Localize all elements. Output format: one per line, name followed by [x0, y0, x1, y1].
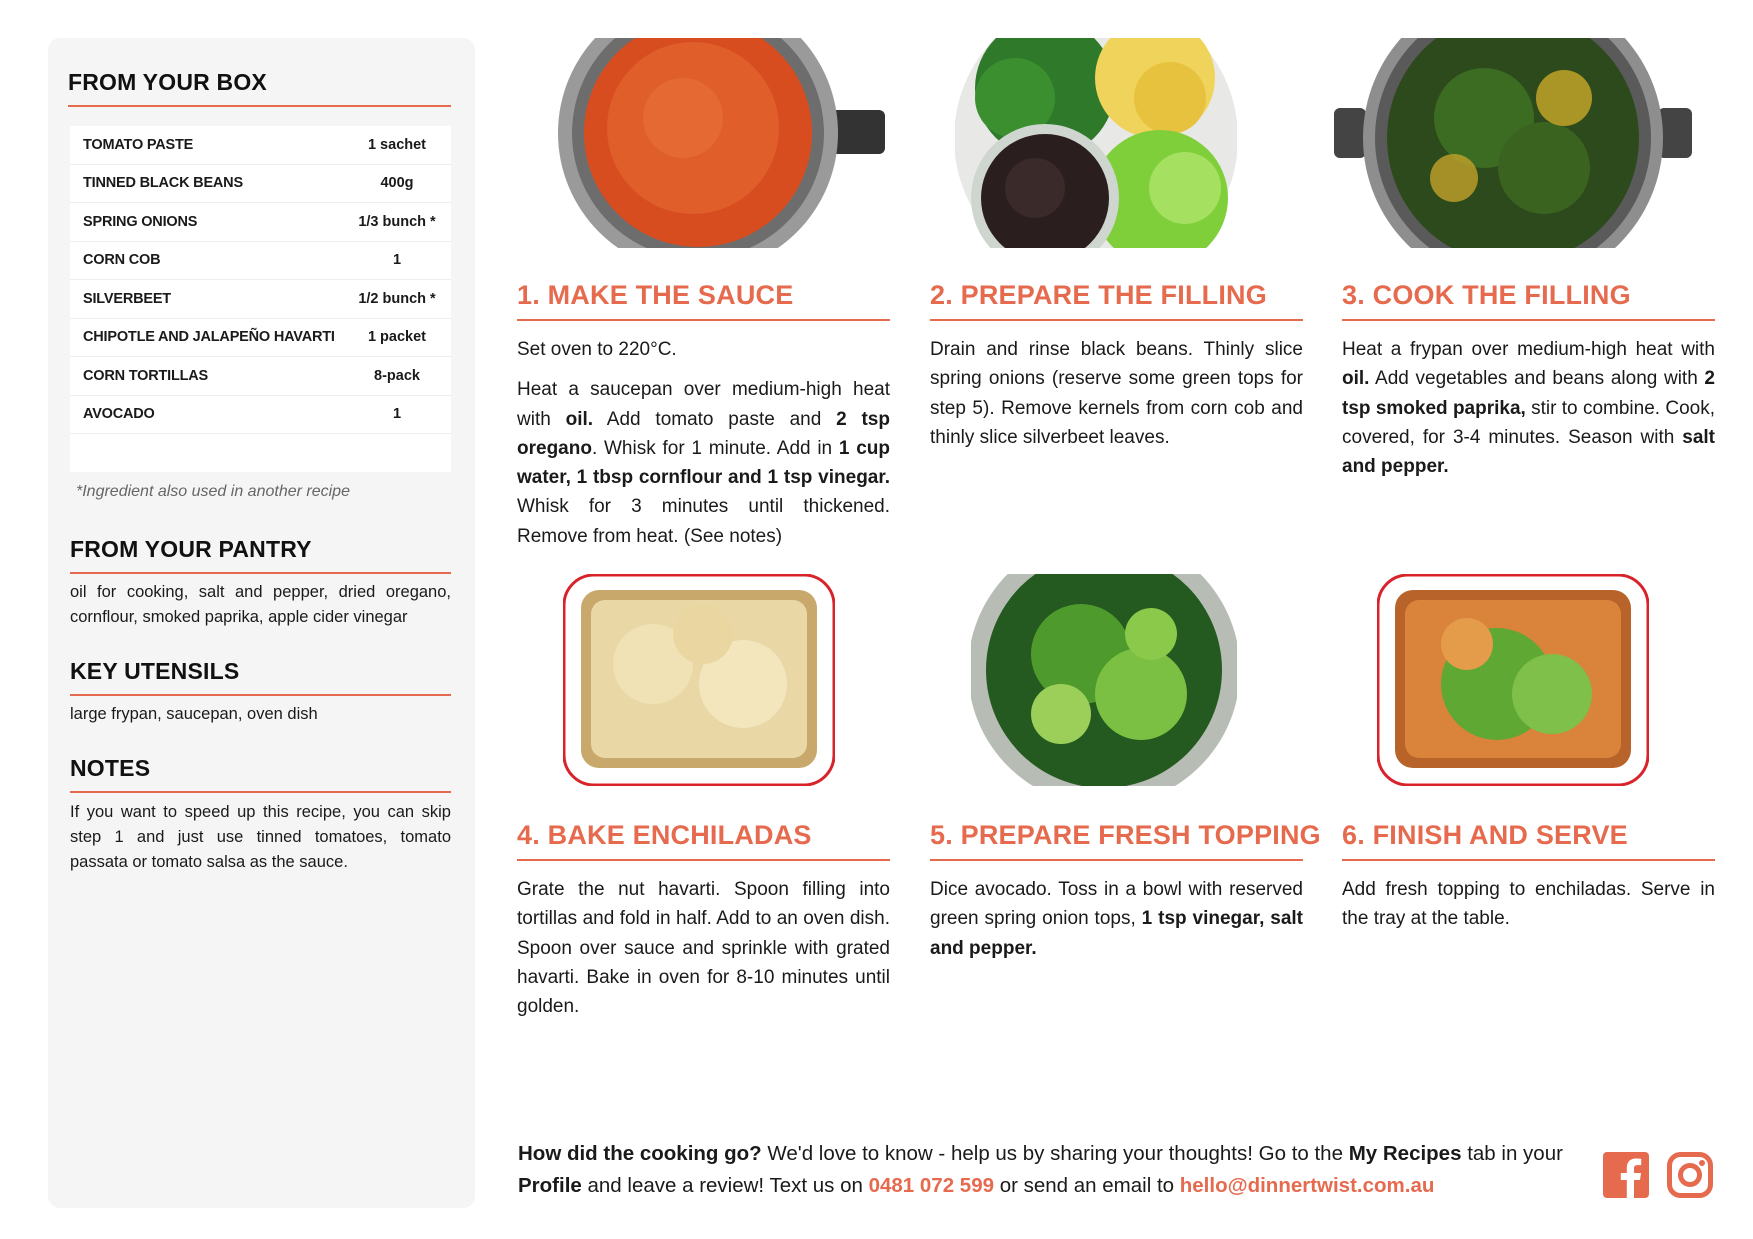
- step-1-title: 1. MAKE THE SAUCE: [517, 280, 890, 321]
- filling-ingredients-bowl-photo: [955, 38, 1237, 248]
- ingredient-name: CHIPOTLE AND JALAPEÑO HAVARTI: [83, 329, 335, 346]
- feedback-footer: How did the cooking go? We'd love to know - help us by sharing your thoughts! Go to the My Recipes tab in your Profile and leave a review! Text us on 0481 072 599 or send an email to hello@dinnertwist.com.au: [518, 1142, 1563, 1197]
- ingredient-row: [70, 396, 451, 435]
- step-4-title: 4. BAKE ENCHILADAS: [517, 820, 890, 861]
- ingredient-row: [70, 357, 451, 396]
- ingredient-name: CORN COB: [83, 252, 161, 269]
- ingredient-row: [70, 126, 451, 165]
- ingredient-qty: 1 packet: [367, 329, 427, 346]
- ingredient-row: [70, 319, 451, 358]
- ingredients-sidebar: [48, 38, 475, 1208]
- pantry-text: oil for cooking, salt and pepper, dried oregano, cornflour, smoked paprika, apple cider vinegar: [70, 583, 451, 626]
- step-6-text: Add fresh topping to enchiladas. Serve in the tray at the table.: [1342, 879, 1715, 930]
- step-1-method: Heat a saucepan over medium-high heat with oil. Add tomato paste and 2 tsp oregano. Whisk for 1 minute. Add in 1 cup water, 1 tbsp cornflour and 1 tsp vinegar. Whisk for 3 minutes until thickened. Remove from heat. (See notes): [517, 379, 890, 547]
- ingredient-qty: 1: [392, 406, 402, 423]
- frypan-filling-photo: [1334, 38, 1692, 248]
- ingredient-name: AVOCADO: [83, 406, 155, 423]
- key-utensils-heading: KEY UTENSILS: [70, 658, 451, 696]
- step-3-text: Heat a frypan over medium-high heat with oil. Add vegetables and beans along with 2 tsp smoked paprika, stir to combine. Cook, covered, for 3-4 minutes. Season with salt and pepper.: [1342, 339, 1715, 478]
- step-1-text: [517, 335, 890, 562]
- ingredient-qty: 1/3 bunch *: [358, 213, 436, 230]
- ingredient-qty: 1/2 bunch *: [358, 290, 436, 307]
- step-5-title: 5. PREPARE FRESH TOPPING: [930, 820, 1303, 861]
- ingredient-row: [70, 165, 451, 204]
- ingredient-name: SILVERBEET: [83, 290, 171, 307]
- ingredient-name: TINNED BLACK BEANS: [83, 175, 243, 192]
- saucepan-sauce-photo: [533, 38, 885, 248]
- finished-enchiladas-dish-photo: [1377, 574, 1649, 786]
- facebook-icon[interactable]: [1603, 1152, 1649, 1198]
- ingredient-qty: 1: [392, 252, 402, 269]
- step-6-title: 6. FINISH AND SERVE: [1342, 820, 1715, 861]
- notes-text: If you want to speed up this recipe, you can skip step 1 and just use tinned tomatoes, tomato passata or tomato salsa as the sauce.: [70, 803, 451, 871]
- notes-heading: NOTES: [70, 755, 451, 793]
- step-2-title: 2. PREPARE THE FILLING: [930, 280, 1303, 321]
- fresh-topping-bowl-photo: [971, 574, 1237, 786]
- ingredient-footnote: *Ingredient also used in another recipe: [76, 483, 350, 500]
- box-ingredients-table: [70, 126, 451, 472]
- ingredient-qty: 8-pack: [374, 367, 420, 384]
- ingredient-row: [70, 242, 451, 281]
- baked-enchiladas-dish-photo: [563, 574, 835, 786]
- from-your-box-heading: FROM YOUR BOX: [68, 69, 451, 107]
- step-2-text: Drain and rinse black beans. Thinly slice spring onions (reserve some green tops for step 5). Remove kernels from corn cob and thinly slice silverbeet leaves.: [930, 339, 1303, 448]
- ingredient-qty: 400g: [380, 175, 414, 192]
- from-your-pantry-heading: FROM YOUR PANTRY: [70, 536, 451, 574]
- ingredient-name: CORN TORTILLAS: [83, 367, 209, 384]
- step-3-title: 3. COOK THE FILLING: [1342, 280, 1715, 321]
- utensils-text: large frypan, saucepan, oven dish: [70, 705, 318, 723]
- table-empty-row: [70, 434, 451, 472]
- ingredient-qty: 1 sachet: [367, 136, 427, 153]
- ingredient-name: SPRING ONIONS: [83, 213, 198, 230]
- phone-number-link[interactable]: 0481 072 599: [868, 1173, 994, 1197]
- email-link[interactable]: hello@dinnertwist.com.au: [1179, 1173, 1435, 1197]
- ingredient-name: TOMATO PASTE: [83, 136, 194, 153]
- step-1-oven: Set oven to 220°C.: [517, 339, 677, 360]
- ingredient-row: [70, 280, 451, 319]
- step-4-text: Grate the nut havarti. Spoon filling into tortillas and fold in half. Add to an oven dish. Spoon over sauce and sprinkle with grated havarti. Bake in oven for 8-10 minutes until golden.: [517, 879, 890, 1018]
- ingredient-row: [70, 203, 451, 242]
- step-5-text: Dice avocado. Toss in a bowl with reserved green spring onion tops, 1 tsp vinegar, salt and pepper.: [930, 879, 1303, 959]
- instagram-icon[interactable]: [1667, 1152, 1713, 1198]
